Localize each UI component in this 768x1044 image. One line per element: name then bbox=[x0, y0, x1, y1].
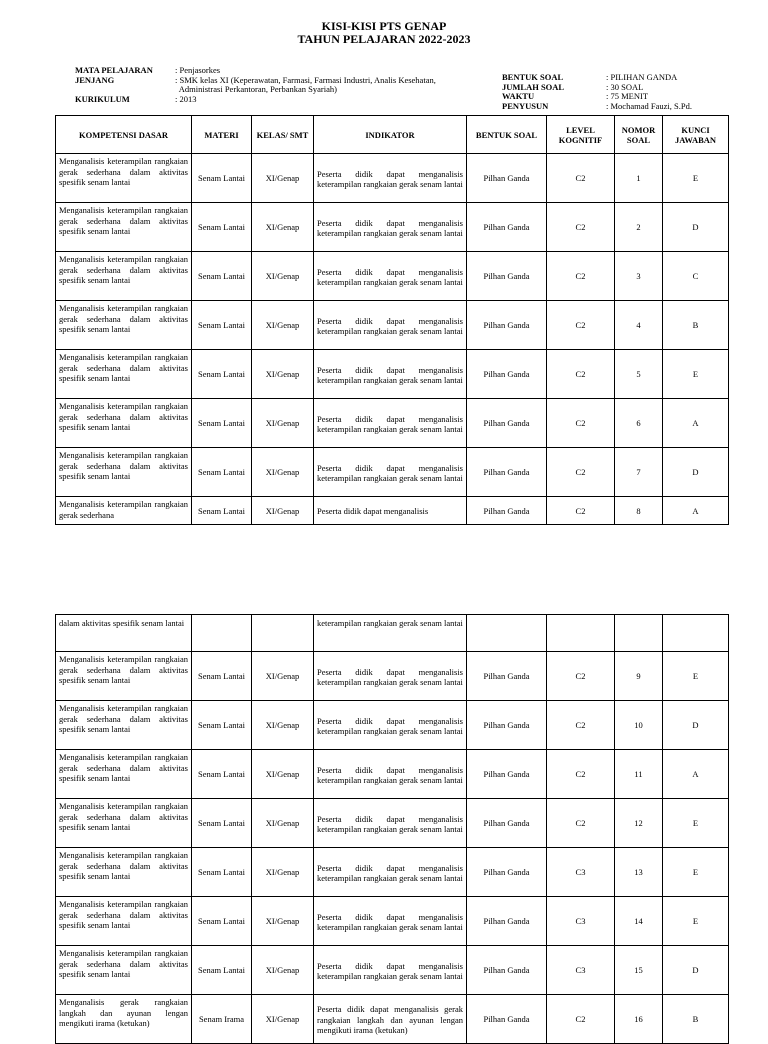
nomor-soal-cell: 15 bbox=[615, 946, 663, 995]
kunci-jawaban-cell: A bbox=[663, 750, 729, 799]
level-kognitif-cell: C2 bbox=[547, 203, 615, 252]
kompetensi-dasar-cell: Menganalisis keterampilan rangkaian gerak sederhana dalam aktivitas spesifik senam lantai bbox=[56, 701, 192, 750]
kunci-jawaban-cell: E bbox=[663, 350, 729, 399]
kisi-kisi-table-page-1 bbox=[55, 115, 729, 525]
kelas-cell: XI/Genap bbox=[252, 848, 314, 897]
indikator-cell: Peserta didik dapat menganalisis keterampilan rangkaian gerak senam lantai bbox=[314, 897, 467, 946]
kelas-cell: XI/Genap bbox=[252, 652, 314, 701]
kelas-cell: XI/Genap bbox=[252, 701, 314, 750]
kelas-cell: XI/Genap bbox=[252, 497, 314, 525]
title-line-1: KISI-KISI PTS GENAP bbox=[321, 19, 447, 33]
level-kognitif-cell: C2 bbox=[547, 301, 615, 350]
kompetensi-dasar-cell: Menganalisis keterampilan rangkaian gerak sederhana dalam aktivitas spesifik senam lantai bbox=[56, 399, 192, 448]
kelas-cell: XI/Genap bbox=[252, 995, 314, 1044]
meta-left bbox=[75, 66, 495, 104]
table-row bbox=[56, 301, 729, 350]
materi-cell: Senam Lantai bbox=[192, 652, 252, 701]
bentuk-soal-cell: Pilhan Ganda bbox=[467, 350, 547, 399]
kompetensi-dasar-cell: Menganalisis keterampilan rangkaian gerak sederhana dalam aktivitas spesifik senam lantai bbox=[56, 350, 192, 399]
kelas-cell: XI/Genap bbox=[252, 448, 314, 497]
indikator-cell: Peserta didik dapat menganalisis keterampilan rangkaian gerak senam lantai bbox=[314, 652, 467, 701]
kunci-jawaban-cell: E bbox=[663, 154, 729, 203]
kunci-jawaban-cell: A bbox=[663, 497, 729, 525]
nomor-soal-cell: 3 bbox=[615, 252, 663, 301]
meta-value: Administrasi Perkantoran, Perbankan Syariah) bbox=[175, 84, 337, 94]
level-kognitif-cell: C2 bbox=[547, 252, 615, 301]
meta-value: : Mochamad Fauzi, S.Pd. bbox=[606, 100, 692, 111]
nomor-soal-cell: 4 bbox=[615, 301, 663, 350]
materi-cell: Senam Lantai bbox=[192, 350, 252, 399]
header-row bbox=[56, 116, 729, 154]
indikator-cell: keterampilan rangkaian gerak senam lantai bbox=[314, 615, 467, 652]
meta-value: : Penjasorkes bbox=[175, 65, 221, 75]
bentuk-soal-cell: Pilhan Ganda bbox=[467, 995, 547, 1044]
meta-label: KURIKULUM bbox=[75, 93, 130, 104]
meta-label: MATA PELAJARAN bbox=[75, 65, 153, 75]
nomor-soal-cell: 6 bbox=[615, 399, 663, 448]
kompetensi-dasar-cell: Menganalisis keterampilan rangkaian gerak sederhana dalam aktivitas spesifik senam lantai bbox=[56, 750, 192, 799]
indikator-cell: Peserta didik dapat menganalisis keterampilan rangkaian gerak senam lantai bbox=[314, 799, 467, 848]
kelas-cell: XI/Genap bbox=[252, 301, 314, 350]
meta-value: : 2013 bbox=[175, 93, 197, 104]
nomor-soal-cell: 1 bbox=[615, 154, 663, 203]
indikator-cell: Peserta didik dapat menganalisis keterampilan rangkaian gerak senam lantai bbox=[314, 252, 467, 301]
empty-cell bbox=[615, 615, 663, 652]
level-kognitif-cell: C2 bbox=[547, 995, 615, 1044]
kompetensi-dasar-cell: Menganalisis keterampilan rangkaian gerak sederhana dalam aktivitas spesifik senam lantai bbox=[56, 301, 192, 350]
materi-cell: Senam Lantai bbox=[192, 750, 252, 799]
meta-label: JUMLAH SOAL bbox=[502, 81, 565, 92]
kisi-kisi-table-page-2 bbox=[55, 614, 729, 1044]
header-cell: KUNCI JAWABAN bbox=[663, 116, 729, 154]
meta-row bbox=[75, 85, 495, 95]
materi-cell: Senam Lantai bbox=[192, 252, 252, 301]
kunci-jawaban-cell: E bbox=[663, 799, 729, 848]
meta-row bbox=[502, 102, 742, 112]
kompetensi-dasar-cell: Menganalisis keterampilan rangkaian gerak sederhana dalam aktivitas spesifik senam lantai bbox=[56, 448, 192, 497]
kelas-cell: XI/Genap bbox=[252, 252, 314, 301]
materi-cell: Senam Lantai bbox=[192, 848, 252, 897]
table-row bbox=[56, 750, 729, 799]
kompetensi-dasar-cell: Menganalisis keterampilan rangkaian gerak sederhana dalam aktivitas spesifik senam lantai bbox=[56, 799, 192, 848]
level-kognitif-cell: C2 bbox=[547, 497, 615, 525]
kunci-jawaban-cell: D bbox=[663, 203, 729, 252]
nomor-soal-cell: 5 bbox=[615, 350, 663, 399]
level-kognitif-cell: C2 bbox=[547, 652, 615, 701]
kunci-jawaban-cell: E bbox=[663, 652, 729, 701]
meta-value: : PILIHAN GANDA bbox=[606, 72, 678, 82]
kompetensi-dasar-cell: Menganalisis keterampilan rangkaian gerak sederhana dalam aktivitas spesifik senam lantai bbox=[56, 154, 192, 203]
header-cell: LEVEL KOGNITIF bbox=[547, 116, 615, 154]
table-row bbox=[56, 154, 729, 203]
bentuk-soal-cell: Pilhan Ganda bbox=[467, 252, 547, 301]
title-line-2: TAHUN PELAJARAN 2022-2023 bbox=[297, 32, 471, 46]
materi-cell: Senam Irama bbox=[192, 995, 252, 1044]
indikator-cell: Peserta didik dapat menganalisis keterampilan rangkaian gerak senam lantai bbox=[314, 750, 467, 799]
level-kognitif-cell: C2 bbox=[547, 750, 615, 799]
table-row bbox=[56, 350, 729, 399]
level-kognitif-cell: C2 bbox=[547, 350, 615, 399]
kunci-jawaban-cell: D bbox=[663, 448, 729, 497]
kompetensi-dasar-cell: Menganalisis keterampilan rangkaian gerak sederhana dalam aktivitas spesifik senam lantai bbox=[56, 946, 192, 995]
meta-label: WAKTU bbox=[502, 91, 535, 101]
kunci-jawaban-cell: B bbox=[663, 301, 729, 350]
table-row bbox=[56, 897, 729, 946]
materi-cell: Senam Lantai bbox=[192, 448, 252, 497]
nomor-soal-cell: 2 bbox=[615, 203, 663, 252]
meta-value: : SMK kelas XI (Keperawatan, Farmasi, Farmasi Industri, Analis Kesehatan, bbox=[175, 74, 436, 85]
meta-right bbox=[502, 73, 742, 111]
table-row-continued bbox=[56, 615, 729, 652]
bentuk-soal-cell: Pilhan Ganda bbox=[467, 448, 547, 497]
level-kognitif-cell: C2 bbox=[547, 154, 615, 203]
indikator-cell: Peserta didik dapat menganalisis keterampilan rangkaian gerak senam lantai bbox=[314, 448, 467, 497]
kelas-cell: XI/Genap bbox=[252, 897, 314, 946]
empty-cell bbox=[192, 615, 252, 652]
bentuk-soal-cell: Pilhan Ganda bbox=[467, 897, 547, 946]
kelas-cell: XI/Genap bbox=[252, 350, 314, 399]
level-kognitif-cell: C3 bbox=[547, 946, 615, 995]
bentuk-soal-cell: Pilhan Ganda bbox=[467, 154, 547, 203]
empty-cell bbox=[252, 615, 314, 652]
kelas-cell: XI/Genap bbox=[252, 399, 314, 448]
meta-label: PENYUSUN bbox=[502, 100, 549, 111]
bentuk-soal-cell: Pilhan Ganda bbox=[467, 848, 547, 897]
bentuk-soal-cell: Pilhan Ganda bbox=[467, 203, 547, 252]
indikator-cell: Peserta didik dapat menganalisis keterampilan rangkaian gerak senam lantai bbox=[314, 701, 467, 750]
level-kognitif-cell: C2 bbox=[547, 701, 615, 750]
materi-cell: Senam Lantai bbox=[192, 301, 252, 350]
bentuk-soal-cell: Pilhan Ganda bbox=[467, 497, 547, 525]
materi-cell: Senam Lantai bbox=[192, 399, 252, 448]
kompetensi-dasar-cell: Menganalisis keterampilan rangkaian gerak sederhana dalam aktivitas spesifik senam lantai bbox=[56, 252, 192, 301]
kelas-cell: XI/Genap bbox=[252, 799, 314, 848]
table-row bbox=[56, 701, 729, 750]
header-cell: KELAS/ SMT bbox=[252, 116, 314, 154]
materi-cell: Senam Lantai bbox=[192, 154, 252, 203]
document-title bbox=[0, 20, 768, 46]
table-row bbox=[56, 497, 729, 525]
nomor-soal-cell: 8 bbox=[615, 497, 663, 525]
bentuk-soal-cell: Pilhan Ganda bbox=[467, 399, 547, 448]
indikator-cell: Peserta didik dapat menganalisis keterampilan rangkaian gerak senam lantai bbox=[314, 301, 467, 350]
empty-cell bbox=[467, 615, 547, 652]
nomor-soal-cell: 13 bbox=[615, 848, 663, 897]
table-row bbox=[56, 252, 729, 301]
kompetensi-dasar-cell: Menganalisis keterampilan rangkaian gerak sederhana dalam aktivitas spesifik senam lantai bbox=[56, 203, 192, 252]
bentuk-soal-cell: Pilhan Ganda bbox=[467, 750, 547, 799]
header-cell: BENTUK SOAL bbox=[467, 116, 547, 154]
kunci-jawaban-cell: A bbox=[663, 399, 729, 448]
kelas-cell: XI/Genap bbox=[252, 946, 314, 995]
kelas-cell: XI/Genap bbox=[252, 154, 314, 203]
header-cell: INDIKATOR bbox=[314, 116, 467, 154]
meta-value: : 75 MENIT bbox=[606, 91, 649, 101]
indikator-cell: Peserta didik dapat menganalisis keterampilan rangkaian gerak senam lantai bbox=[314, 848, 467, 897]
nomor-soal-cell: 16 bbox=[615, 995, 663, 1044]
meta-label: JENJANG bbox=[75, 74, 115, 85]
materi-cell: Senam Lantai bbox=[192, 946, 252, 995]
kunci-jawaban-cell: E bbox=[663, 848, 729, 897]
level-kognitif-cell: C3 bbox=[547, 848, 615, 897]
nomor-soal-cell: 9 bbox=[615, 652, 663, 701]
level-kognitif-cell: C3 bbox=[547, 897, 615, 946]
bentuk-soal-cell: Pilhan Ganda bbox=[467, 799, 547, 848]
bentuk-soal-cell: Pilhan Ganda bbox=[467, 701, 547, 750]
materi-cell: Senam Lantai bbox=[192, 497, 252, 525]
header-cell: MATERI bbox=[192, 116, 252, 154]
empty-cell bbox=[547, 615, 615, 652]
kompetensi-dasar-cell: Menganalisis keterampilan rangkaian gerak sederhana dalam aktivitas spesifik senam lantai bbox=[56, 652, 192, 701]
nomor-soal-cell: 14 bbox=[615, 897, 663, 946]
level-kognitif-cell: C2 bbox=[547, 799, 615, 848]
kunci-jawaban-cell: C bbox=[663, 252, 729, 301]
kompetensi-dasar-cell: Menganalisis gerak rangkaian langkah dan ayunan lengan mengikuti irama (ketukan) bbox=[56, 995, 192, 1044]
level-kognitif-cell: C2 bbox=[547, 399, 615, 448]
kunci-jawaban-cell: D bbox=[663, 946, 729, 995]
indikator-cell: Peserta didik dapat menganalisis keterampilan rangkaian gerak senam lantai bbox=[314, 154, 467, 203]
kunci-jawaban-cell: E bbox=[663, 897, 729, 946]
indikator-cell: Peserta didik dapat menganalisis keterampilan rangkaian gerak senam lantai bbox=[314, 946, 467, 995]
bentuk-soal-cell: Pilhan Ganda bbox=[467, 946, 547, 995]
table-row bbox=[56, 652, 729, 701]
kompetensi-dasar-cell: Menganalisis keterampilan rangkaian gerak sederhana bbox=[56, 497, 192, 525]
header-cell: NOMOR SOAL bbox=[615, 116, 663, 154]
materi-cell: Senam Lantai bbox=[192, 701, 252, 750]
kelas-cell: XI/Genap bbox=[252, 203, 314, 252]
kompetensi-dasar-cell: Menganalisis keterampilan rangkaian gerak sederhana dalam aktivitas spesifik senam lantai bbox=[56, 848, 192, 897]
meta-value: : 30 SOAL bbox=[606, 81, 644, 92]
kompetensi-dasar-cell: Menganalisis keterampilan rangkaian gerak sederhana dalam aktivitas spesifik senam lantai bbox=[56, 897, 192, 946]
header-cell: KOMPETENSI DASAR bbox=[56, 116, 192, 154]
table-row bbox=[56, 848, 729, 897]
indikator-cell: Peserta didik dapat menganalisis gerak rangkaian langkah dan ayunan lengan mengikuti irama (ketukan) bbox=[314, 995, 467, 1044]
bentuk-soal-cell: Pilhan Ganda bbox=[467, 301, 547, 350]
table-row bbox=[56, 995, 729, 1044]
meta-row bbox=[75, 95, 495, 105]
kunci-jawaban-cell: B bbox=[663, 995, 729, 1044]
nomor-soal-cell: 11 bbox=[615, 750, 663, 799]
materi-cell: Senam Lantai bbox=[192, 203, 252, 252]
empty-cell bbox=[663, 615, 729, 652]
nomor-soal-cell: 10 bbox=[615, 701, 663, 750]
nomor-soal-cell: 12 bbox=[615, 799, 663, 848]
level-kognitif-cell: C2 bbox=[547, 448, 615, 497]
indikator-cell: Peserta didik dapat menganalisis bbox=[314, 497, 467, 525]
nomor-soal-cell: 7 bbox=[615, 448, 663, 497]
table-row bbox=[56, 799, 729, 848]
indikator-cell: Peserta didik dapat menganalisis keterampilan rangkaian gerak senam lantai bbox=[314, 350, 467, 399]
indikator-cell: Peserta didik dapat menganalisis keterampilan rangkaian gerak senam lantai bbox=[314, 399, 467, 448]
kompetensi-dasar-cell: dalam aktivitas spesifik senam lantai bbox=[56, 615, 192, 652]
indikator-cell: Peserta didik dapat menganalisis keterampilan rangkaian gerak senam lantai bbox=[314, 203, 467, 252]
table-row bbox=[56, 399, 729, 448]
bentuk-soal-cell: Pilhan Ganda bbox=[467, 652, 547, 701]
materi-cell: Senam Lantai bbox=[192, 799, 252, 848]
table-row bbox=[56, 946, 729, 995]
materi-cell: Senam Lantai bbox=[192, 897, 252, 946]
table-row bbox=[56, 203, 729, 252]
meta-label: BENTUK SOAL bbox=[502, 72, 564, 82]
kunci-jawaban-cell: D bbox=[663, 701, 729, 750]
kelas-cell: XI/Genap bbox=[252, 750, 314, 799]
table-row bbox=[56, 448, 729, 497]
